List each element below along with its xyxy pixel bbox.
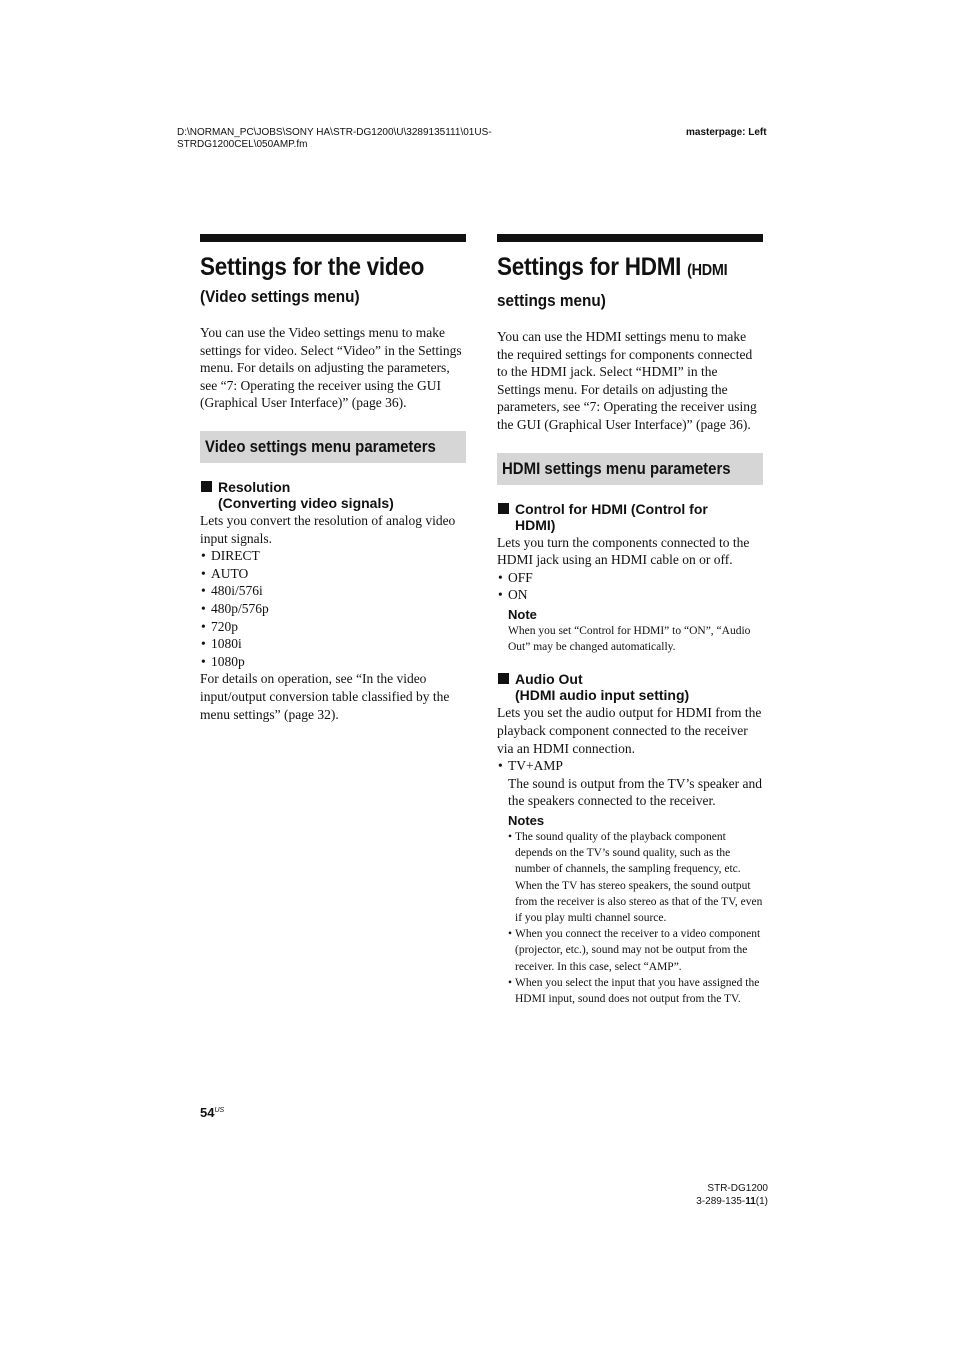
audio-out-heading-line2: (HDMI audio input setting) <box>515 687 690 704</box>
control-description: Lets you turn the components connected to the HDMI jack using an HDMI cable on or off. <box>497 534 750 568</box>
resolution-heading-line1: Resolution <box>218 478 291 495</box>
model-footer <box>600 1183 768 1208</box>
list-item: • DIRECT <box>200 547 466 565</box>
resolution-description: Lets you convert the resolution of analog video input signals. <box>200 512 456 546</box>
model-code <box>600 1196 768 1209</box>
resolution-footer-note: For details on operation, see “In the video input/output conversion table classified by the menu settings” (page 32). <box>200 671 450 722</box>
audio-out-description: Lets you set the audio output for HDMI from the playback component connected to the receiver via an HDMI connection. <box>497 705 762 756</box>
control-options <box>497 569 763 604</box>
hdmi-intro-paragraph: You can use the HDMI settings menu to make the required settings for components connected to the HDMI jack. Select “HDMI” in the Settings menu. For details on adjusting the parameters, see “7: Operating the receiver using the GUI (Graphical User Interface)” (page 36). <box>497 329 757 432</box>
file-path-line2: STRDG1200CEL\050AMP.fm <box>177 139 308 150</box>
list-item: • AUTO <box>200 565 466 583</box>
audio-out-heading-line1: Audio Out <box>515 671 583 688</box>
section-rule <box>200 234 466 242</box>
page-number <box>200 1103 224 1121</box>
masterpage-label: masterpage: Left <box>686 127 767 138</box>
control-note-text: When you set “Control for HDMI” to “ON”, “Audio Out” may be changed automatically. <box>508 624 751 654</box>
control-heading-line1: Control for HDMI (Control for <box>515 500 708 517</box>
list-item: • 1080p <box>200 653 466 671</box>
control-for-hdmi-heading <box>497 501 763 533</box>
audio-out-heading <box>497 671 763 703</box>
resolution-heading <box>200 479 466 511</box>
hdmi-section-subtitle: settings menu) <box>497 291 606 310</box>
video-section-title: Settings for the video <box>200 253 425 281</box>
list-item: • OFF <box>497 569 763 587</box>
list-item: • 480p/576p <box>200 600 466 618</box>
hdmi-section-title-suffix: (HDMI <box>687 262 728 279</box>
video-section-subtitle: (Video settings menu) <box>200 287 360 306</box>
section-rule <box>497 234 763 242</box>
list-item: • 1080i <box>200 635 466 653</box>
hdmi-parameters-heading <box>497 453 763 485</box>
model-code-prefix: 3-289-135- <box>696 1195 746 1207</box>
page-number-suffix: US <box>214 1107 225 1114</box>
video-settings-column <box>200 234 466 723</box>
list-item: • TV+AMP <box>497 757 763 775</box>
hdmi-section-title <box>497 252 736 286</box>
file-path-line1: D:\NORMAN_PC\JOBS\SONY HA\STR-DG1200\U\3289135111\01US- <box>177 127 492 138</box>
hdmi-settings-column <box>497 234 763 1007</box>
model-code-bold: 11 <box>745 1195 756 1207</box>
square-bullet-icon <box>498 503 509 514</box>
model-code-suffix: (1) <box>755 1195 768 1207</box>
list-item: • 480i/576i <box>200 582 466 600</box>
square-bullet-icon <box>201 481 212 492</box>
audio-out-options <box>497 757 763 775</box>
video-intro-paragraph: You can use the Video settings menu to make settings for video. Select “Video” in the Settings menu. For details on adjusting the parameters, see “7: Operating the receiver using the GUI (Graphical User Interface)” (page 36). <box>200 325 462 411</box>
hdmi-section-title-text: Settings for HDMI <box>497 253 682 281</box>
audio-out-option-description: The sound is output from the TV’s speaker and the speakers connected to the receiver. <box>508 775 762 809</box>
video-parameters-heading-text: Video settings menu parameters <box>205 436 436 456</box>
list-item: • When you select the input that you have assigned the HDMI input, sound does not output from the TV. <box>508 975 763 1007</box>
page-number-value: 54 <box>200 1105 215 1120</box>
resolution-heading-line2: (Converting video signals) <box>218 494 394 511</box>
control-note-label: Note <box>508 606 537 622</box>
list-item: • When you connect the receiver to a video component (projector, etc.), sound may not be output from the receiver. In this case, select “AMP”. <box>508 926 763 975</box>
resolution-options <box>200 547 466 670</box>
video-parameters-heading <box>200 431 466 463</box>
list-item: • The sound quality of the playback component depends on the TV’s sound quality, such as the number of channels, the sampling frequency, etc. When the TV has stereo speakers, the sound output from the receiver is also stereo as that of the TV, even if you play multi channel source. <box>508 829 763 926</box>
file-path-header <box>177 127 557 151</box>
audio-out-notes <box>508 829 763 1007</box>
control-heading-line2: HDMI) <box>515 516 556 533</box>
audio-out-notes-label: Notes <box>508 812 545 828</box>
list-item: • ON <box>497 586 763 604</box>
hdmi-parameters-heading-text: HDMI settings menu parameters <box>502 458 731 478</box>
square-bullet-icon <box>498 673 509 684</box>
model-name: STR-DG1200 <box>707 1183 768 1194</box>
list-item: • 720p <box>200 618 466 636</box>
